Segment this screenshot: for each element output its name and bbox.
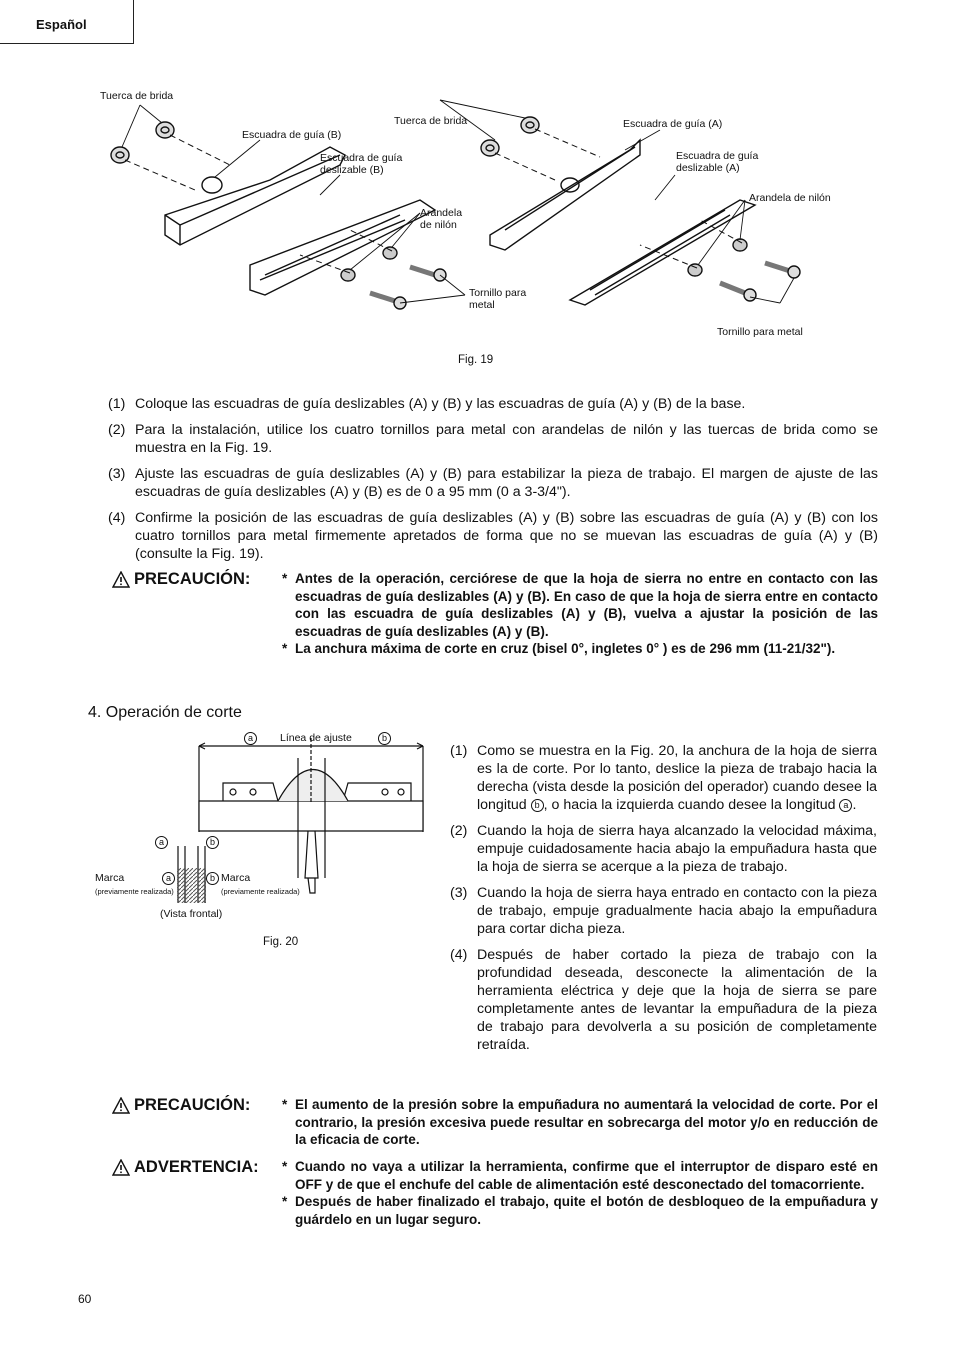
step-text: Coloque las escuadras de guía deslizables (A) y (B) y las escuadras de guía (A) y (B) de la base.	[135, 396, 746, 412]
step-number: (4)	[108, 510, 126, 526]
step-text: Después de haber cortado la pieza de trabajo con la profundidad deseada, desconecte la alimentación de la herramienta eléctrica y deje que la hoja de sierra se pare completamente antes de levantar la empuñadura de la pieza de trabajo para devolverla a su posición de completamente retraída.	[477, 947, 877, 1053]
caution-title: PRECAUCIÓN:	[134, 1096, 251, 1114]
figure-20-drawing	[93, 728, 433, 908]
list-item	[450, 742, 877, 814]
warning-title: ADVERTENCIA:	[134, 1158, 259, 1176]
step-text: Para la instalación, utilice los cuatro tornillos para metal con arandelas de nilón y las tuercas de brida como se muestra en la Fig. 19.	[135, 422, 878, 456]
step-number: (2)	[108, 422, 126, 438]
fig20-label-b-mid: b	[206, 836, 219, 849]
label-tuerca-brida-right: Tuerca de brida	[394, 115, 468, 127]
list-item	[108, 465, 878, 501]
label-tornillo-metal-left: Tornillo para metal	[469, 287, 527, 311]
step-number: (2)	[450, 823, 468, 839]
caution-text: Antes de la operación, cerciórese de que la hoja de sierra no entre en contacto con las escuadras de guía deslizables (A) y (B). En caso de que la hoja de sierra entre en contacto con las escuadra de guía deslizables (A) y (B), vuelva a ajustar la posición de las escuadras de guía deslizables (A) y (B).	[295, 571, 878, 639]
label-tornillo-metal-right: Tornillo para metal	[717, 326, 803, 338]
fig20-label-vista: (Vista frontal)	[160, 908, 223, 920]
step-text: Cuando la hoja de sierra haya entrado en contacto con la pieza de trabajo, empuje gradualmente hacia abajo la empuñadura para cortar dicha pieza.	[477, 885, 877, 937]
fig20-label-a-bottom: a	[162, 872, 175, 885]
warning-triangle-icon	[112, 1159, 130, 1176]
fig20-label-previa-right: (previamente realizada)	[221, 887, 300, 896]
language-tab	[0, 0, 134, 44]
list-item	[450, 884, 877, 938]
step-number: (1)	[450, 743, 468, 759]
fig20-label-previa-left: (previamente realizada)	[95, 887, 174, 896]
fig20-label-a-top: a	[244, 732, 257, 745]
fig20-label-b-top: b	[378, 732, 391, 745]
list-item: * Antes de la operación, cerciórese de que la hoja de sierra no entre en contacto con las escuadras de guía deslizables (A) y (B). En caso de que la hoja de sierra entre en contacto con las escuadra de guía deslizables (A) y (B), vuelva a ajustar la posición de las escuadras de guía deslizables (A) y (B).	[282, 571, 878, 639]
caution-text: La anchura máxima de corte en cruz (bisel 0°, ingletes 0° ) es de 296 mm (11-21/32").	[295, 641, 836, 656]
cutting-steps	[450, 742, 877, 1062]
list-item	[108, 509, 878, 563]
caution-heading	[112, 1096, 250, 1115]
list-item	[450, 822, 877, 876]
installation-steps	[108, 395, 878, 571]
caution-heading	[112, 570, 250, 589]
figure-20-caption: Fig. 20	[263, 936, 299, 948]
fig20-label-marca-right: Marca	[221, 872, 251, 884]
label-escuadra-guia-b: Escuadra de guía (B)	[242, 129, 342, 141]
label-tuerca-brida-left: Tuerca de brida	[100, 90, 174, 102]
warning-block	[112, 1158, 878, 1228]
fig20-label-b-bottom: b	[206, 872, 219, 885]
warning-text: Después de haber finalizado el trabajo, quite el botón de desbloqueo de la empuñadura y guárdelo en un lugar seguro.	[295, 1194, 878, 1227]
step-number: (1)	[108, 396, 126, 412]
warning-triangle-icon	[112, 1097, 130, 1114]
figure-19-caption: Fig. 19	[458, 354, 494, 366]
label-arandela-nilon-left: Arandela de nilón	[420, 207, 463, 231]
list-item	[108, 421, 878, 457]
label-escuadra-guia-a: Escuadra de guía (A)	[623, 118, 723, 130]
step-text: Ajuste las escuadras de guía deslizables (A) y (B) para estabilizar la pieza de trabajo. El margen de ajuste de las escuadras de guía deslizables (A) y (B) es de 0 a 95 mm (0 a 3-3/4").	[135, 466, 878, 500]
warning-heading	[112, 1158, 259, 1177]
step-text: Confirme la posición de las escuadras de guía deslizables (A) y (B) sobre las escuadras de guía (A) y (B) con los cuatro tornillos para metal firmemente apretados de forma que no se muevan las escuadras de guía (A) y (B) (consulte la Fig. 19).	[135, 510, 878, 562]
list-item: * Después de haber finalizado el trabajo, quite el botón de desbloqueo de la empuñadura y guárdelo en un lugar seguro.	[282, 1194, 878, 1227]
fig20-label-marca-left: Marca	[95, 872, 125, 884]
language-label: Español	[36, 17, 87, 32]
label-arandela-nilon-right: Arandela de nilón	[749, 192, 831, 204]
fig20-label-a-mid: a	[155, 836, 168, 849]
section-title: 4. Operación de corte	[88, 704, 242, 721]
warning-triangle-icon	[112, 571, 130, 588]
label-escuadra-deslizable-a: Escuadra de guía deslizable (A)	[676, 150, 759, 174]
caution-block-2	[112, 1096, 878, 1149]
caution-block-1	[112, 570, 878, 658]
label-escuadra-deslizable-b: Escuadra de guía deslizable (B)	[320, 152, 403, 176]
caution-title: PRECAUCIÓN:	[134, 570, 251, 588]
fig20-label-linea-ajuste: Línea de ajuste	[280, 732, 352, 744]
step-number: (4)	[450, 947, 468, 963]
list-item	[108, 395, 878, 413]
step-number: (3)	[450, 885, 468, 901]
warning-text: Cuando no vaya a utilizar la herramienta, confirme que el interruptor de disparo esté en OFF y de que el enchufe del cable de alimentación esté desconectado del tomacorriente.	[295, 1159, 878, 1192]
caution-text: El aumento de la presión sobre la empuñadura no aumentará la velocidad de corte. Por el contrario, la presión excesiva puede resultar en sobrecarga del motor y/o en reducción de la eficacia de corte.	[295, 1097, 878, 1147]
list-item: * Cuando no vaya a utilizar la herramienta, confirme que el interruptor de disparo esté en OFF y de que el enchufe del cable de alimentación esté desconectado del tomacorriente.	[282, 1159, 878, 1192]
list-item	[450, 946, 877, 1054]
step-text: Como se muestra en la Fig. 20, la anchura de la hoja de sierra es la de corte. Por lo tanto, deslice la pieza de trabajo hacia la derecha (vista desde la posición del operador) cuando desee la longitud b , o hacia la izquierda cuando desee la longitud a .	[477, 743, 877, 813]
step-number: (3)	[108, 466, 126, 482]
list-item: * La anchura máxima de corte en cruz (bisel 0°, ingletes 0° ) es de 296 mm (11-21/32").	[282, 640, 878, 658]
page-number: 60	[78, 1292, 92, 1306]
list-item: * El aumento de la presión sobre la empuñadura no aumentará la velocidad de corte. Por el contrario, la presión excesiva puede resultar en sobrecarga del motor y/o en reducción de la eficacia de corte.	[282, 1097, 878, 1147]
step-text: Cuando la hoja de sierra haya alcanzado la velocidad máxima, empuje cuidadosamente hacia abajo la empuñadura hasta que la hoja de sierra se acerque a la pieza de trabajo.	[477, 823, 877, 875]
